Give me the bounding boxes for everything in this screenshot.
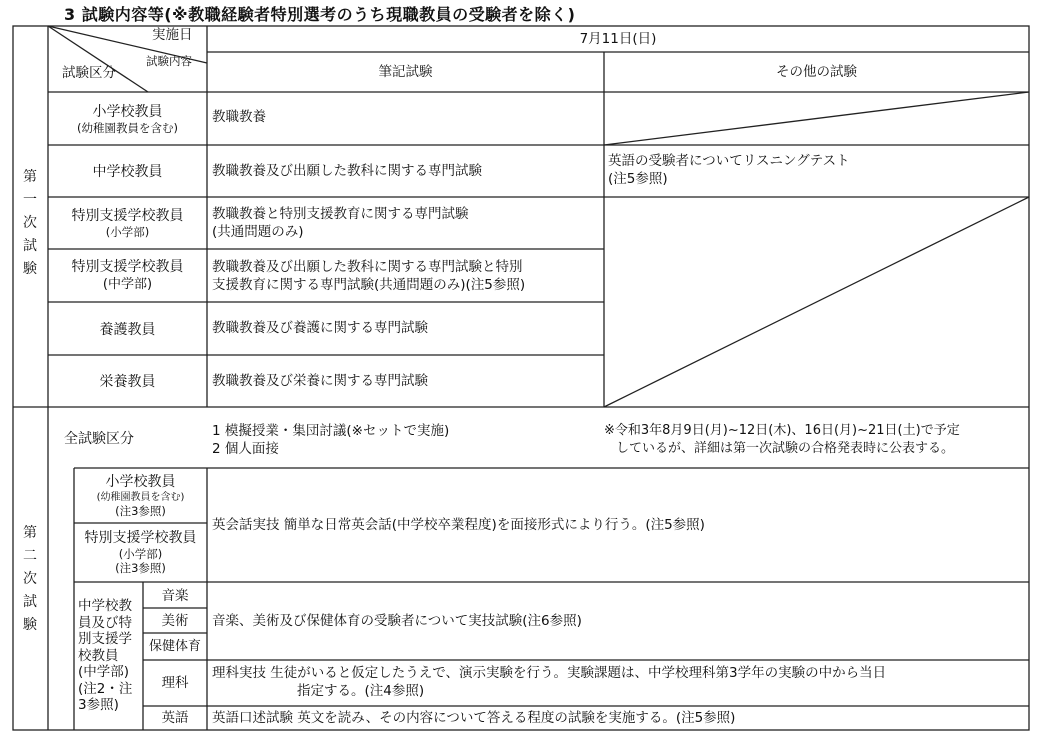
category-name: 小学校教員	[105, 473, 176, 490]
subject-science: 理科	[161, 675, 189, 691]
first-exam-label: 第一次試験	[23, 169, 37, 277]
english-conversation: 英会話実技 簡単な日常英会話(中学校卒業程度)を面接形式により行う。(注5参照)	[212, 517, 705, 533]
subject-english: 英語	[161, 710, 189, 726]
category-special-jh	[48, 249, 207, 302]
category-name: 小学校教員	[92, 103, 163, 120]
category-name: 栄養教員	[99, 374, 156, 390]
other-juniorhigh-2: (注5参照)	[608, 171, 668, 187]
category-name: 中学校教員	[92, 164, 163, 180]
category-name: 特別支援学校教員	[84, 530, 197, 546]
other-juniorhigh-1: 英語の受験者についてリスニングテスト	[608, 153, 850, 169]
category-juniorhigh	[48, 145, 207, 197]
category-note: (幼稚園教員を含む)	[96, 491, 185, 503]
other-header: その他の試験	[776, 64, 857, 80]
science-practical-2: 指定する。(注4参照)	[297, 683, 425, 699]
written-header: 筆記試験	[378, 64, 433, 80]
jh-category-line: 3参照)	[78, 697, 119, 713]
all-item-1: 1 模擬授業・集団討議(※セットで実施)	[212, 423, 450, 439]
subject-art: 美術	[161, 613, 189, 629]
jh-category-line: 中学校教	[78, 598, 132, 614]
jh-category-line: (注2・注	[78, 680, 133, 697]
subject-pe: 保健体育	[148, 639, 201, 654]
all-categories: 全試験区分	[64, 431, 134, 447]
category-label: 試験区分	[62, 65, 116, 81]
all-item-2: 2 個人面接	[212, 441, 279, 457]
written-special-jh-1: 教職教養及び出願した教科に関する専門試験と特別	[212, 259, 523, 275]
section-heading: 3 試験内容等(※教職経験者特別選考のうち現職教員の受験者を除く)	[64, 5, 576, 24]
category-nursing	[48, 302, 207, 355]
category-name: 特別支援学校教員	[71, 208, 184, 224]
exam-date: 7月11日(日)	[579, 31, 657, 47]
schedule-note-2: しているが、詳細は第一次試験の合格発表時に公表する。	[616, 441, 955, 456]
written-juniorhigh: 教職教養及び出願した教科に関する専門試験	[212, 163, 482, 179]
date-label: 実施日	[152, 27, 193, 43]
schedule-note-1: ※令和3年8月9日(月)~12日(木)、16日(月)~21日(土)で予定	[604, 423, 960, 438]
category-nutrition	[48, 355, 207, 407]
practical-exam: 音楽、美術及び保健体育の受験者について実技試験(注6参照)	[212, 613, 582, 629]
written-special-elem-1: 教職教養と特別支援教育に関する専門試験	[212, 206, 469, 222]
written-elementary: 教職教養	[212, 109, 266, 125]
category-name: 養護教員	[99, 321, 156, 338]
written-nutrition: 教職教養及び栄養に関する専門試験	[212, 373, 428, 389]
science-practical-1: 理科実技 生徒がいると仮定したうえで、演示実験を行う。実験課題は、中学校理科第3学年の実験の中から当日	[212, 665, 887, 681]
category-note: (小学部)	[118, 547, 163, 561]
jh-category-line: (中学部)	[78, 664, 130, 680]
second-special-elem	[74, 523, 207, 582]
jh-category-line: 員及び特	[78, 614, 132, 631]
jh-category-line: 別支援学	[78, 631, 132, 647]
category-note: (幼稚園教員を含む)	[77, 120, 178, 135]
second-exam-label: 第二次試験	[23, 525, 37, 633]
category-note: (中学部)	[102, 277, 153, 292]
jh-category-line: 校教員	[78, 647, 119, 664]
second-elementary	[74, 468, 207, 523]
category-note-ref: (注3参照)	[115, 561, 166, 575]
category-elementary	[48, 92, 207, 145]
written-nursing: 教職教養及び養護に関する専門試験	[212, 320, 428, 336]
category-note: (小学部)	[105, 225, 150, 239]
category-note-ref: (注3参照)	[115, 503, 166, 518]
english-oral: 英語口述試験 英文を読み、その内容について答える程度の試験を実施する。(注5参照)	[212, 710, 736, 726]
written-special-jh-2: 支援教育に関する専門試験(共通問題のみ)(注5参照)	[212, 277, 526, 293]
written-special-elem-2: (共通問題のみ)	[212, 224, 304, 240]
category-special-elem	[48, 197, 207, 249]
category-name: 特別支援学校教員	[71, 259, 184, 275]
subject-music: 音楽	[161, 588, 189, 604]
content-label: 試験内容	[146, 54, 192, 68]
jh-category-group	[78, 598, 142, 714]
